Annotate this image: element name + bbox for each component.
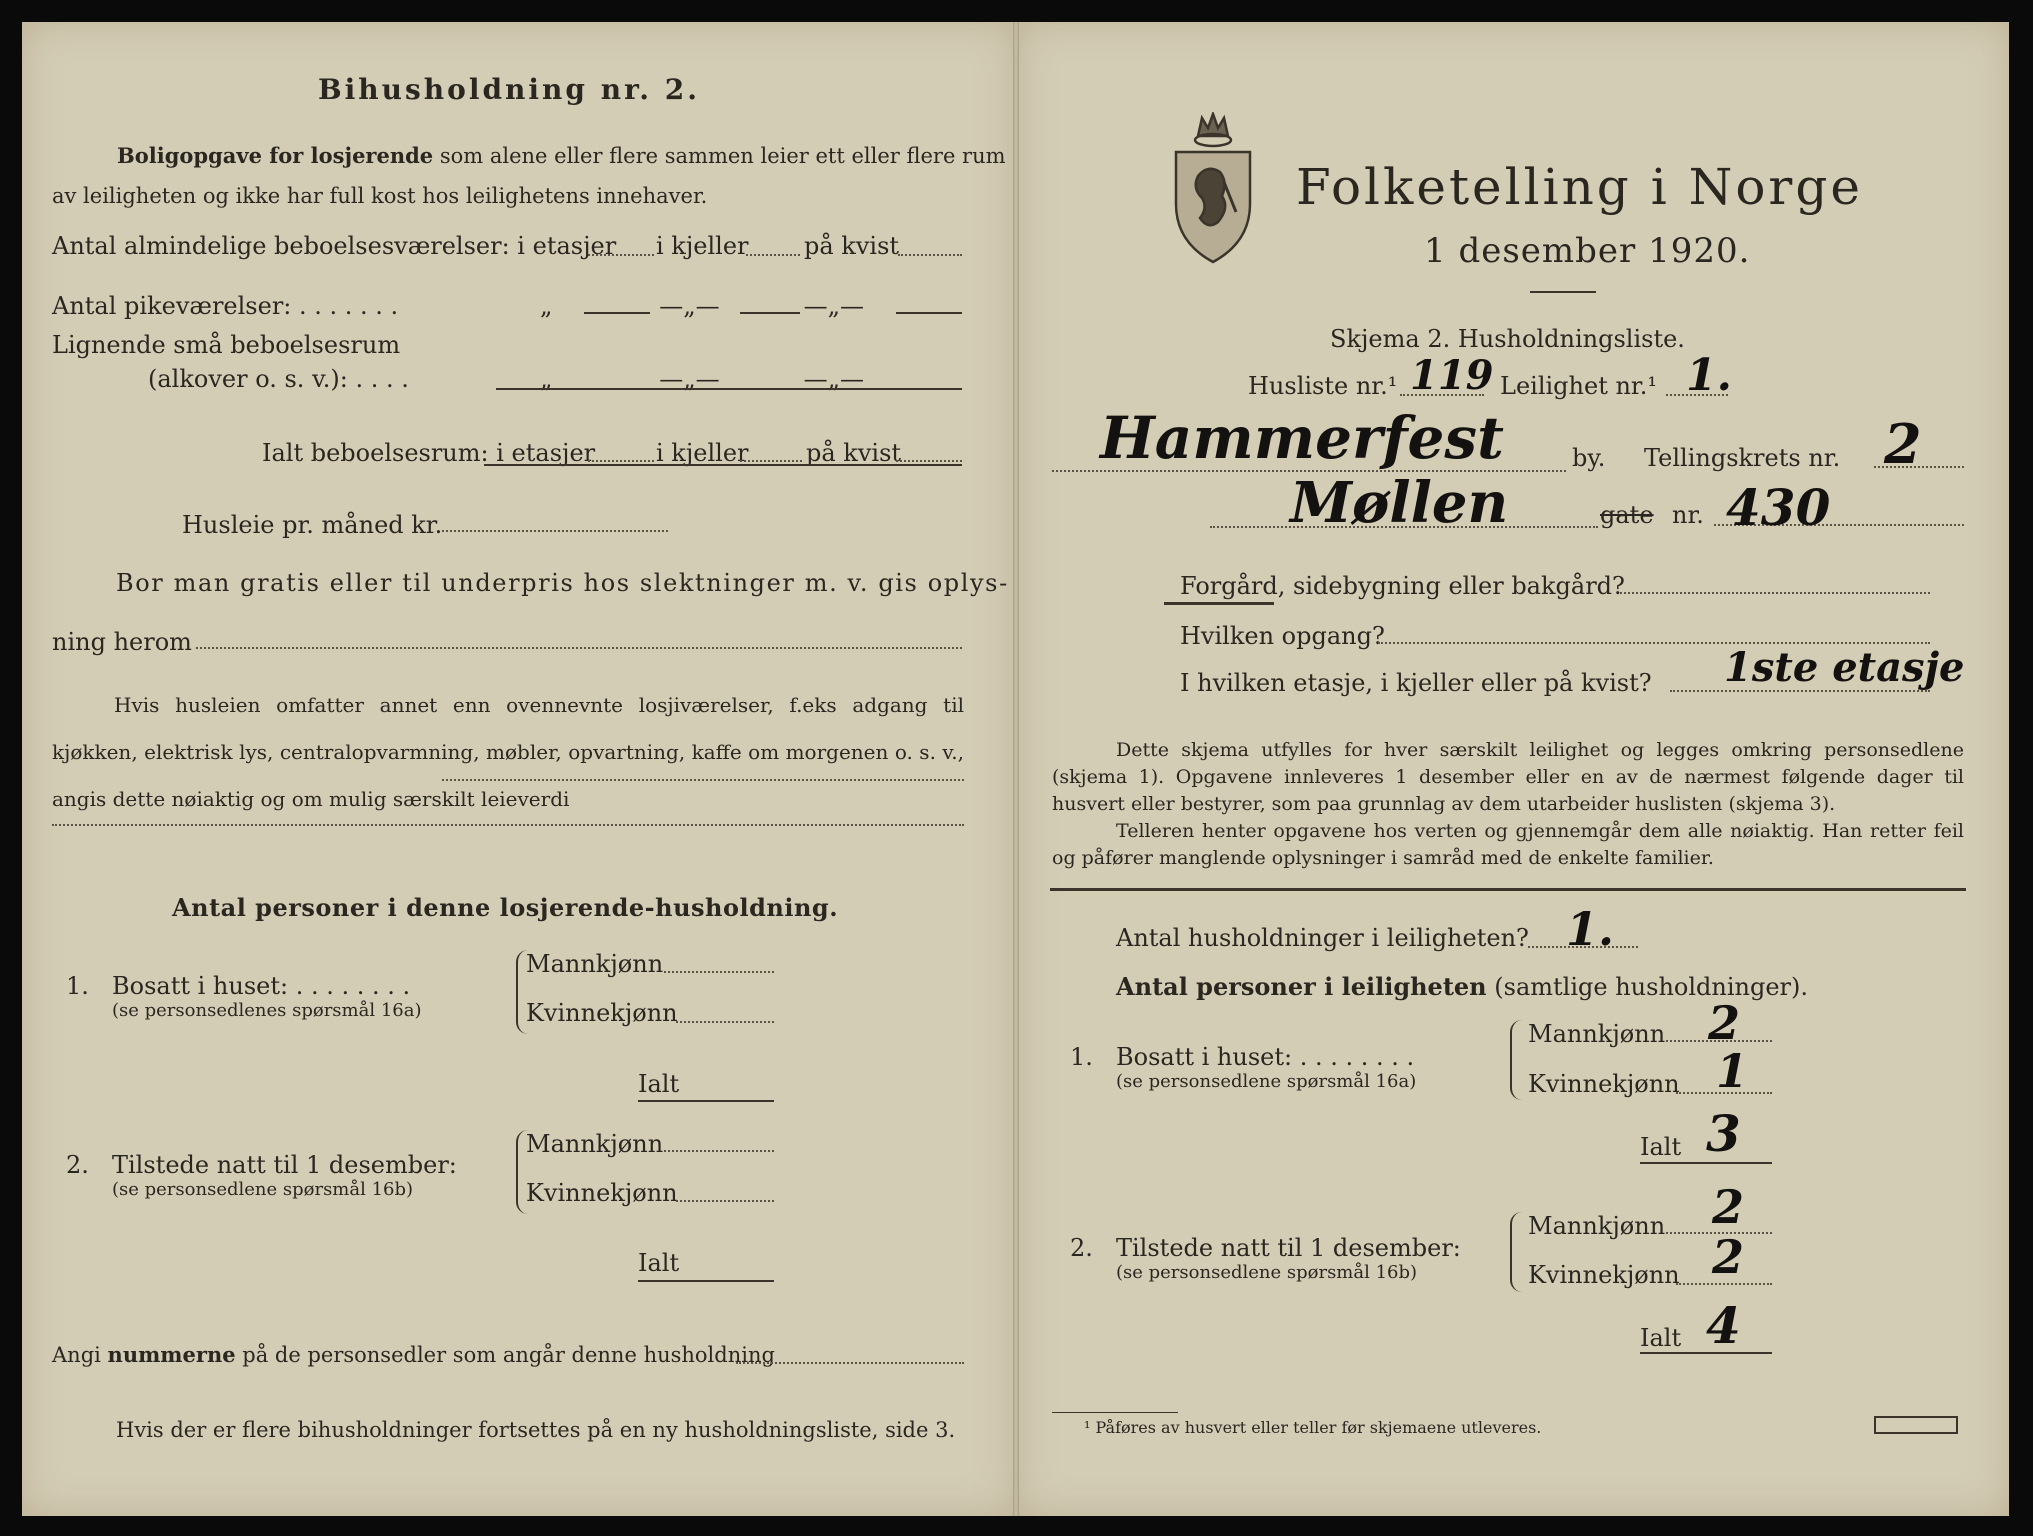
lignende-label2: (alkover o. s. v.): . . . . — [148, 365, 409, 393]
ialt-bebo-label: Ialt beboelsesrum: i etasjer — [262, 439, 596, 467]
r-q1-ialt-label: Ialt — [1640, 1133, 1682, 1161]
antal-pers-rest: (samtlige husholdninger). — [1494, 973, 1809, 1001]
tellingskrets-label: Tellingskrets nr. — [1644, 444, 1841, 472]
ialt-etasjer-field[interactable] — [588, 460, 654, 462]
r-q2-mann-label: Mannkjønn — [1528, 1212, 1666, 1240]
l-q2-ialt-field[interactable] — [638, 1280, 774, 1282]
l-q1-mann-field[interactable] — [664, 971, 774, 973]
pike-kjeller-field[interactable] — [740, 312, 800, 314]
printer-stamp — [1874, 1416, 1958, 1434]
ialt-kjeller-label: i kjeller — [656, 439, 749, 467]
ialt-underline — [484, 464, 962, 466]
instructions-2: Telleren henter opgavene hos verten og gjennemgår dem alle nøiaktig. Han retter feil og påfører manglende oplysninger i samråd med de enkelte familier. — [1052, 820, 1964, 869]
angi-post: på de personsedler som angår denne husholdning — [242, 1343, 775, 1367]
r-q1-ialt-value: 3 — [1706, 1104, 1741, 1163]
lignende-field[interactable] — [496, 388, 962, 390]
l-q1-label: Bosatt i huset: . . . . . . . . — [112, 972, 411, 1000]
r-q1-mann-value: 2 — [1708, 996, 1741, 1050]
footnote-text: ¹ Påføres av husvert eller teller før skjemaene utleveres. — [1084, 1418, 1542, 1437]
l-q1-ialt-label: Ialt — [638, 1070, 680, 1098]
l-q1-ialt-field[interactable] — [638, 1100, 774, 1102]
lignende-ditto: „ —„— —„— — [540, 365, 865, 393]
l-q1-kvinne-field[interactable] — [676, 1021, 774, 1023]
page-fold — [1013, 22, 1019, 1516]
angi-field[interactable] — [736, 1362, 964, 1364]
forgaard-underline — [1164, 602, 1274, 605]
r-q1-num: 1. — [1070, 1043, 1093, 1071]
l-q2-mann-field[interactable] — [664, 1150, 774, 1152]
census-date: 1 desember 1920. — [1424, 231, 1751, 271]
l-q1-sub: (se personsedlenes spørsmål 16a) — [112, 1000, 422, 1021]
alm-kvist-field[interactable] — [898, 254, 962, 256]
r-q2-num: 2. — [1070, 1234, 1093, 1262]
r-q2-kvinne-value: 2 — [1712, 1230, 1745, 1284]
herom-field[interactable] — [196, 647, 962, 649]
l-q2-num: 2. — [66, 1151, 89, 1179]
hvis-flere-text: Hvis der er flere bihusholdninger fortsettes på en ny husholdningsliste, side 3. — [116, 1418, 956, 1442]
r-q1-kvinne-value: 1 — [1716, 1044, 1749, 1098]
r-q2-kvinne-label: Kvinnekjønn — [1528, 1261, 1680, 1289]
antal-personer-heading: Antal personer i denne losjerende-husholdning. — [172, 893, 839, 922]
ning-herom-label: ning herom — [52, 628, 192, 656]
alm-kvist-label: på kvist — [804, 232, 900, 260]
husliste-label: Husliste nr.¹ — [1248, 372, 1398, 400]
r-q1-sub: (se personsedlene spørsmål 16a) — [1116, 1071, 1417, 1092]
antal-pike-label: Antal pikeværelser: . . . . . . . — [52, 292, 399, 320]
angi-pre: Angi — [52, 1343, 101, 1367]
forgaard-field[interactable] — [1620, 592, 1930, 594]
intro-bold: Boligopgave for losjerende — [117, 143, 434, 168]
pike-etasjer-field[interactable] — [584, 312, 650, 314]
husleie-field[interactable] — [442, 530, 668, 532]
l-q2-kvinne-label: Kvinnekjønn — [526, 1179, 678, 1207]
gate-nr-value: 430 — [1726, 478, 1831, 537]
leilighet-label: Leilighet nr.¹ — [1500, 372, 1658, 400]
l-q2-label: Tilstede natt til 1 desember: — [112, 1151, 457, 1179]
skjema-label: Skjema 2. Husholdningsliste. — [1330, 325, 1685, 353]
tellingskrets-value: 2 — [1884, 412, 1922, 476]
lignende-label1: Lignende små beboelsesrum — [52, 331, 401, 359]
r-q2-brace — [1510, 1212, 1522, 1292]
r-q2-label: Tilstede natt til 1 desember: — [1116, 1234, 1461, 1262]
leieverdi-field[interactable] — [442, 779, 964, 781]
nr-label: nr. — [1672, 501, 1704, 529]
l-q2-kvinne-field[interactable] — [676, 1200, 774, 1202]
antal-pers-bold: Antal personer i leiligheten — [1116, 972, 1487, 1001]
gate-value: Møllen — [1290, 470, 1509, 536]
etasje-value: 1ste etasje — [1724, 644, 1965, 691]
alm-kjeller-field[interactable] — [746, 254, 800, 256]
antal-hush-value: 1. — [1566, 902, 1615, 956]
l-q2-ialt-label: Ialt — [638, 1249, 680, 1277]
l-q2-sub: (se personsedlene spørsmål 16b) — [112, 1179, 414, 1200]
l-q1-kvinne-label: Kvinnekjønn — [526, 999, 678, 1027]
opgang-label: Hvilken opgang? — [1180, 622, 1385, 650]
by-label: by. — [1572, 444, 1606, 472]
by-value: Hammerfest — [1100, 404, 1504, 472]
ialt-kvist-label: på kvist — [806, 439, 902, 467]
r-q1-brace — [1510, 1020, 1522, 1100]
husliste-value: 119 — [1410, 352, 1494, 399]
etasje-label: I hvilken etasje, i kjeller eller på kvist? — [1180, 669, 1652, 697]
bor-man-label: Bor man gratis eller til underpris hos slektninger m. v. gis oplys- — [116, 569, 1009, 597]
instructions-divider — [1050, 888, 1966, 891]
alm-etasjer-field[interactable] — [588, 254, 654, 256]
pike-ditto: „ —„— —„— — [540, 292, 865, 320]
gate-label: gate — [1600, 501, 1654, 529]
title-divider — [1530, 291, 1596, 293]
angi-bold: nummerne — [107, 1342, 236, 1367]
l-q1-mann-label: Mannkjønn — [526, 950, 664, 978]
forgaard-label: Forgård, sidebygning eller bakgård? — [1180, 572, 1625, 600]
leieverdi-field2[interactable] — [52, 824, 964, 826]
antal-hush-label: Antal husholdninger i leiligheten? — [1116, 924, 1529, 952]
pike-kvist-field[interactable] — [896, 312, 962, 314]
r-q2-ialt-label: Ialt — [1640, 1324, 1682, 1352]
footnote-rule — [1052, 1412, 1178, 1413]
r-q1-mann-label: Mannkjønn — [1528, 1020, 1666, 1048]
alm-kjeller-label: i kjeller — [656, 232, 749, 260]
r-q1-kvinne-label: Kvinnekjønn — [1528, 1070, 1680, 1098]
r-q2-sub: (se personsedlene spørsmål 16b) — [1116, 1262, 1418, 1283]
r-q1-label: Bosatt i huset: . . . . . . . . — [1116, 1043, 1415, 1071]
r-q2-mann-value: 2 — [1712, 1180, 1745, 1234]
norwegian-coat-of-arms-icon — [1168, 112, 1258, 264]
intro-rest: som alene eller flere sammen leier ett eller flere rum — [439, 144, 1006, 168]
hvis-husleien-text: Hvis husleien omfatter annet enn ovennevnte losjiværelser, f.eks adgang til kjøkken, elektrisk lys, centralopvarmning, møbler, opvartning, kaffe om morgenen o. s. v., angis dette nøiaktig og om mulig særskilt leieverdi — [52, 693, 964, 811]
main-title: Folketelling i Norge — [1296, 158, 1863, 216]
l-q1-num: 1. — [66, 972, 89, 1000]
leilighet-value: 1. — [1686, 350, 1732, 401]
husleie-label: Husleie pr. måned kr. — [182, 511, 443, 539]
intro-line2: av leiligheten og ikke har full kost hos leilighetens innehaver. — [52, 184, 708, 208]
ialt-kvist-field[interactable] — [896, 460, 962, 462]
l-q2-mann-label: Mannkjønn — [526, 1130, 664, 1158]
ialt-kjeller-field[interactable] — [740, 460, 802, 462]
bihusholdning-heading: Bihusholdning nr. 2. — [318, 73, 700, 106]
antal-alm-label: Antal almindelige beboelsesværelser: i etasjer — [52, 232, 617, 260]
r-q2-ialt-value: 4 — [1706, 1296, 1741, 1355]
instructions-1: Dette skjema utfylles for hver særskilt leilighet og legges omkring personsedlene (skjema 1). Opgavene innleveres 1 desember eller en av de nærmest følgende dager til husvert eller bestyrer, som paa grunnlag av dem utarbeider huslisten (skjema 3). — [1052, 739, 1964, 815]
